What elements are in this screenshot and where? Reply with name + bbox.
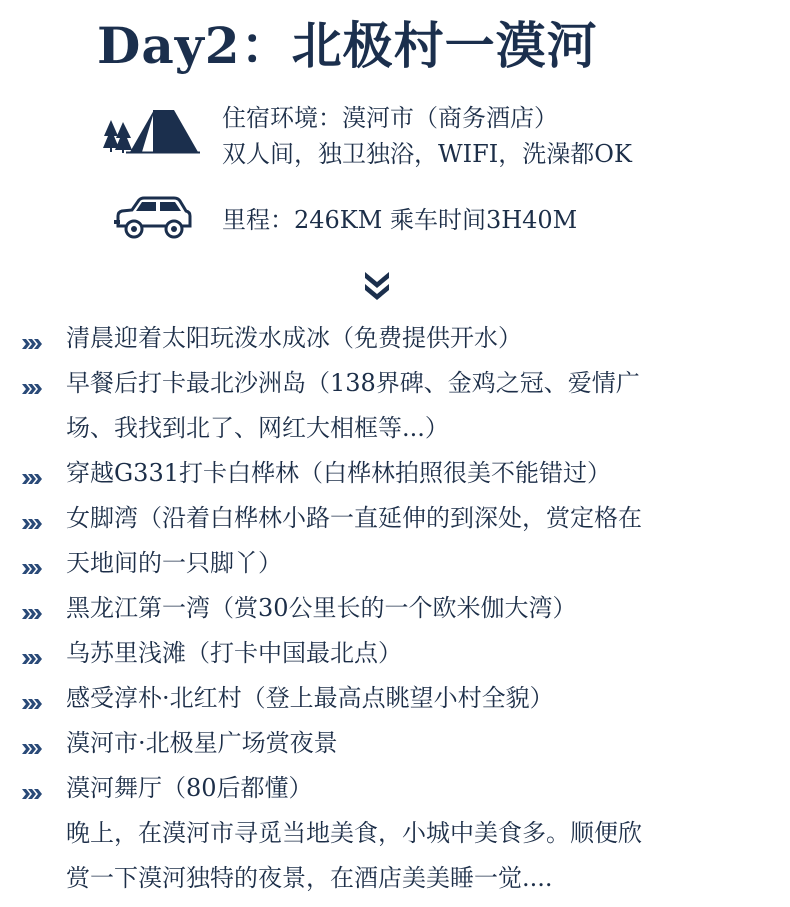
itinerary-line: 女脚湾（沿着白桦林小路一直延伸的到深处，赏定格在 [66, 504, 642, 532]
chevron-right-bullet-icon [22, 788, 42, 800]
itinerary-line: 清晨迎着太阳玩泼水成冰（免费提供开水） [66, 324, 522, 352]
double-chevron-down-icon [362, 270, 392, 302]
itinerary-line: 天地间的一只脚丫） [66, 549, 282, 577]
chevron-right-bullet-icon [22, 518, 42, 530]
itinerary-line: 赏一下漠河独特的夜景，在酒店美美睡一觉.... [66, 864, 553, 892]
itinerary-line: 场、我找到北了、网红大相框等...） [66, 414, 449, 442]
lodging-line2: 双人间，独卫独浴，WIFI，洗澡都OK [222, 140, 632, 168]
chevron-right-bullet-icon [22, 743, 42, 755]
itinerary-line: 乌苏里浅滩（打卡中国最北点） [66, 639, 402, 667]
page-title: Day2：北极村一漠河 [97, 16, 598, 75]
itinerary-line: 穿越G331打卡白桦林（白桦林拍照很美不能错过） [66, 459, 611, 487]
itinerary-line: 黑龙江第一湾（赏30公里长的一个欧米伽大湾） [66, 594, 577, 622]
itinerary-line: 漠河市·北极星广场赏夜景 [66, 729, 338, 757]
chevron-right-bullet-icon [22, 698, 42, 710]
suv-car-icon [112, 196, 192, 240]
itinerary-line: 早餐后打卡最北沙洲岛（138界碑、金鸡之冠、爱情广 [66, 369, 640, 397]
itinerary-line: 感受淳朴·北红村（登上最高点眺望小村全貌） [66, 684, 554, 712]
tent-trees-icon [102, 108, 200, 154]
chevron-right-bullet-icon [22, 338, 42, 350]
chevron-right-bullet-icon [22, 563, 42, 575]
mileage-text: 里程：246KM 乘车时间3H40M [222, 206, 578, 234]
itinerary-line: 漠河舞厅（80后都懂） [66, 774, 313, 802]
lodging-line1: 住宿环境：漠河市（商务酒店） [222, 104, 558, 132]
chevron-right-bullet-icon [22, 383, 42, 395]
chevron-right-bullet-icon [22, 608, 42, 620]
chevron-right-bullet-icon [22, 653, 42, 665]
itinerary-line: 晚上，在漠河市寻觅当地美食，小城中美食多。顺便欣 [66, 819, 642, 847]
chevron-right-bullet-icon [22, 473, 42, 485]
